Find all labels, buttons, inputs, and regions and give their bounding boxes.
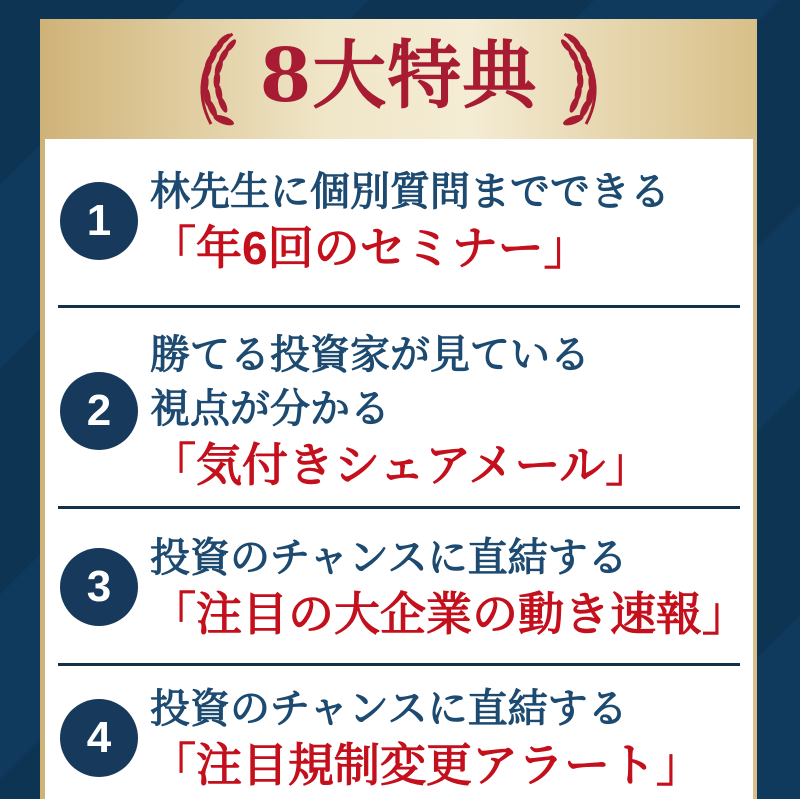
laurel-right-icon bbox=[553, 30, 623, 128]
benefit-item-4 bbox=[45, 666, 753, 799]
benefit-item-1 bbox=[45, 139, 753, 305]
benefit-3-texts bbox=[150, 531, 748, 643]
benefit-3-number-badge: 3 bbox=[60, 548, 138, 626]
benefit-3-description: 投資のチャンスに直結する bbox=[150, 536, 628, 580]
benefit-item-2 bbox=[45, 308, 753, 506]
benefit-4-texts bbox=[150, 682, 702, 794]
benefit-item-3 bbox=[45, 509, 753, 663]
benefits-banner bbox=[40, 19, 757, 139]
benefit-1-description: 林先生に個別質問までできる bbox=[150, 170, 670, 214]
benefit-2-highlight: 「気付きシェアメール」 bbox=[150, 439, 652, 491]
benefit-3-highlight: 「注目の大企業の動き速報」 bbox=[150, 588, 748, 640]
benefit-4-description: 投資のチャンスに直結する bbox=[150, 687, 628, 731]
benefits-card bbox=[45, 139, 753, 799]
benefit-2-number-badge: 2 bbox=[60, 372, 138, 450]
banner-title: 8大特典 bbox=[259, 33, 538, 119]
benefits-panel bbox=[40, 19, 757, 799]
benefit-4-number-badge: 4 bbox=[60, 699, 138, 777]
benefit-1-texts bbox=[150, 165, 670, 277]
benefit-2-description-line-1: 勝てる投資家が見ている bbox=[150, 333, 590, 377]
benefit-2-texts bbox=[150, 328, 651, 494]
laurel-left-icon bbox=[174, 30, 244, 128]
benefit-1-number-badge: 1 bbox=[60, 182, 138, 260]
benefit-2-description-line-2: 視点が分かる bbox=[150, 387, 390, 431]
benefit-4-highlight: 「注目規制変更アラート」 bbox=[150, 739, 702, 791]
benefit-1-highlight: 「年6回のセミナー」 bbox=[150, 222, 590, 274]
